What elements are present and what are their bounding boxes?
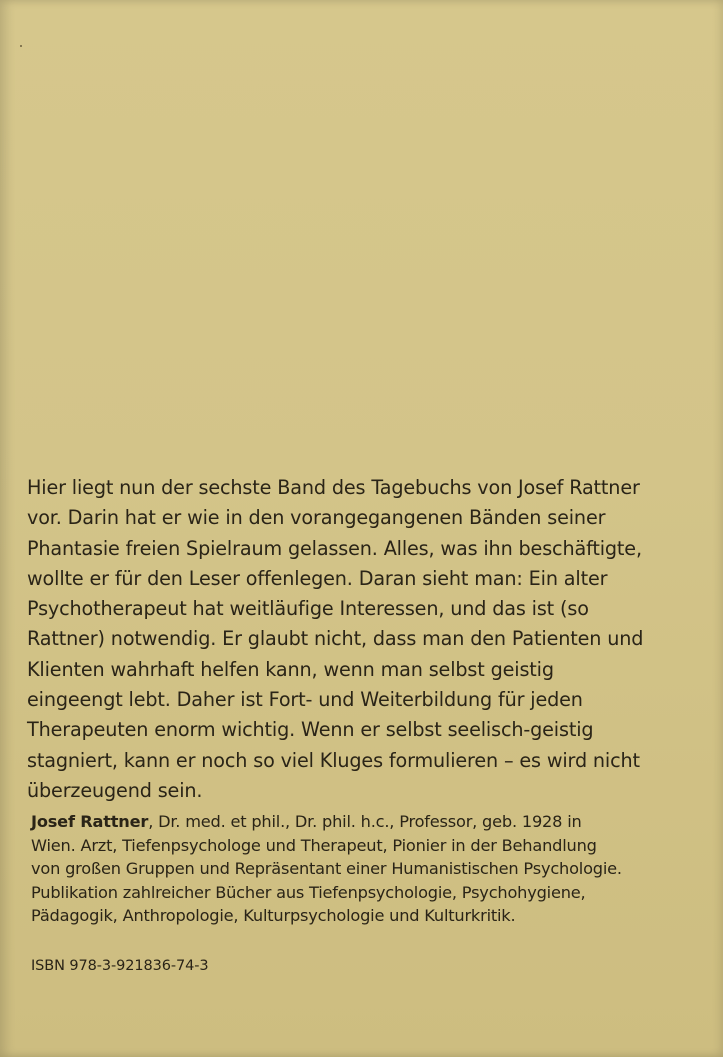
blurb-paragraph [27,473,707,806]
bio-line: Wien. Arzt, Tiefenpsychologe und Therapeut, Pionier in der Behandlung [31,835,597,855]
blurb-line: eingeengt lebt. Daher ist Fort- und Weiterbildung für jeden [27,688,583,712]
blurb-line: wollte er für den Leser offenlegen. Daran sieht man: Ein alter [27,566,608,590]
print-speck [20,45,22,47]
bio-first-line [31,810,701,834]
bio-line: Publikation zahlreicher Bücher aus Tiefenpsychologie, Psychohygiene, [31,882,586,902]
blurb-line: Phantasie freien Spielraum gelassen. Alles, was ihn beschäftigte, [27,536,642,560]
bio-line: , Dr. med. et phil., Dr. phil. h.c., Professor, geb. 1928 in [148,812,582,831]
blurb-line: vor. Darin hat er wie in den vorangegangenen Bänden seiner [27,506,606,530]
blurb-line: Klienten wahrhaft helfen kann, wenn man selbst geistig [27,657,554,681]
blurb-line: Psychotherapeut hat weitläufige Interessen, und das ist (so [27,597,589,621]
bio-line: Pädagogik, Anthropologie, Kulturpsychologie und Kulturkritik. [31,906,516,926]
bio-line: von großen Gruppen und Repräsentant einer Humanistischen Psychologie. [31,859,622,879]
blurb-line: Hier liegt nun der sechste Band des Tagebuchs von Josef Rattner [27,476,640,499]
blurb-line: Rattner) notwendig. Er glaubt nicht, dass man den Patienten und [27,627,644,651]
blurb-line: stagniert, kann er noch so viel Kluges formulieren – es wird nicht [27,748,640,772]
blurb-line: Therapeuten enorm wichtig. Wenn er selbst seelisch-geistig [27,718,594,742]
isbn-number: ISBN 978-3-921836-74-3 [31,958,209,974]
author-name: Josef Rattner [31,812,149,831]
author-bio [31,810,701,928]
blurb-line: überzeugend sein. [27,778,203,802]
